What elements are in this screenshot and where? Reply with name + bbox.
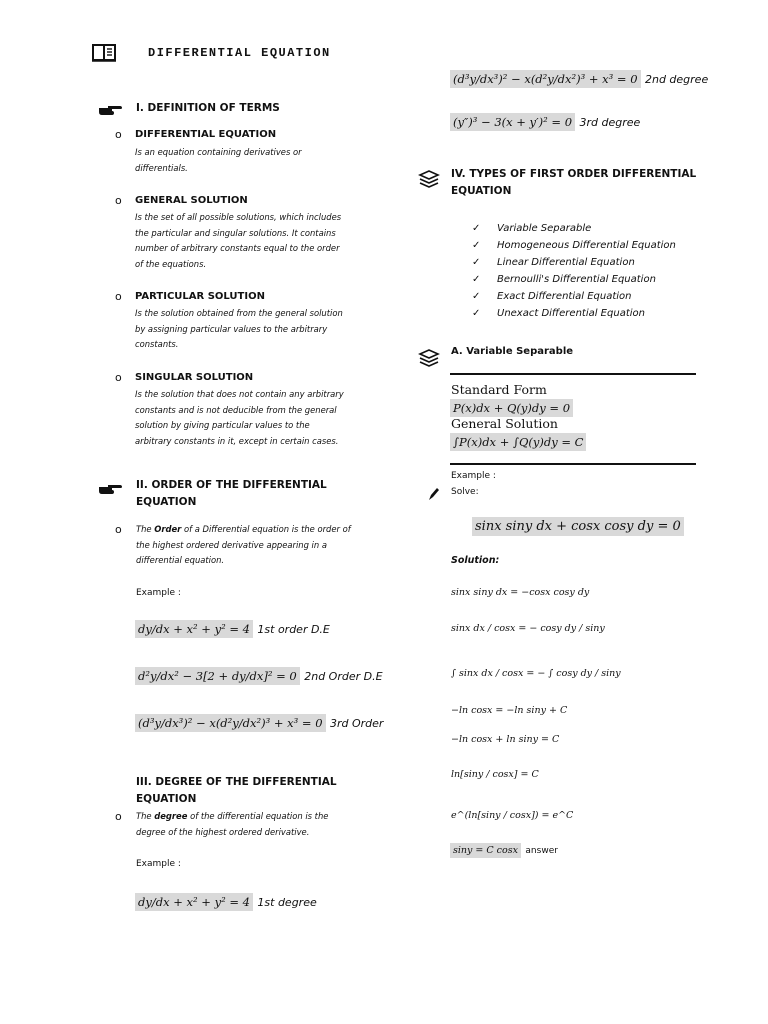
divider <box>450 463 696 465</box>
term-title: GENERAL SOLUTION <box>135 195 248 206</box>
degree-example-1 <box>135 893 317 911</box>
equation: (d³y/dx³)² − x(d²y/dx²)³ + x³ = 0 <box>450 70 641 88</box>
standard-form-label: Standard Form <box>451 382 547 397</box>
section-4-heading: IV. TYPES OF FIRST ORDER DIFFERENTIAL EQUATION <box>451 168 697 197</box>
degree-description: The degree of the differential equation is the degree of the highest ordered derivative. <box>136 811 329 837</box>
answer-equation: siny = C cosx <box>450 843 521 858</box>
order-example-1 <box>135 620 330 638</box>
bullet: o <box>115 523 122 536</box>
equation-label: 3rd Order <box>329 717 384 730</box>
problem-equation: sinx siny dx + cosx cosy dy = 0 <box>472 517 684 535</box>
equation: (y″)³ − 3(x + y′)² = 0 <box>450 113 575 131</box>
stacked-books-icon <box>418 168 440 195</box>
degree-example-3 <box>450 113 640 131</box>
types-list <box>472 220 676 322</box>
divider <box>450 373 696 375</box>
list-item: ✓ Homogeneous Differential Equation <box>472 240 676 251</box>
order-example-2 <box>135 667 383 685</box>
bullet: o <box>115 128 122 141</box>
term-description: Is the solution that does not contain any arbitrary constants and is not deducible from the general solution by giving particular values to the arbitrary constants in it, except in certain cases. <box>135 389 344 446</box>
general-solution-label: General Solution <box>451 416 558 431</box>
list-item: ✓ Exact Differential Equation <box>472 291 632 302</box>
bullet: o <box>115 290 122 303</box>
solution-step: ∫ sinx dx / cosx = − ∫ cosy dy / siny <box>451 668 621 679</box>
example-label: Example : <box>136 859 181 869</box>
equation-label: 1st degree <box>257 896 317 909</box>
term-description: Is an equation containing derivatives or differentials. <box>135 147 302 173</box>
term-title: PARTICULAR SOLUTION <box>135 291 265 302</box>
answer-label: answer <box>525 846 558 856</box>
degree-example-2 <box>450 70 708 88</box>
term-title: DIFFERENTIAL EQUATION <box>135 129 277 140</box>
section-a-heading: A. Variable Separable <box>451 346 574 357</box>
pencil-icon <box>428 487 440 506</box>
document-title: DIFFERENTIAL EQUATION <box>148 46 331 60</box>
solution-step: −ln cosx + ln siny = C <box>451 734 560 745</box>
solution-step: sinx siny dx = −cosx cosy dy <box>451 587 590 598</box>
term-title: SINGULAR SOLUTION <box>135 372 254 383</box>
bullet: o <box>115 194 122 207</box>
answer-line <box>450 840 558 858</box>
example-label: Example : <box>451 471 496 481</box>
equation-label: 1st order D.E <box>257 623 330 636</box>
standard-form-equation: P(x)dx + Q(y)dy = 0 <box>450 399 573 417</box>
equation: dy/dx + x² + y² = 4 <box>135 620 253 638</box>
bullet: o <box>115 810 122 823</box>
solve-label: Solve: <box>451 487 479 497</box>
order-example-3 <box>135 714 383 732</box>
general-solution-equation: ∫P(x)dx + ∫Q(y)dy = C <box>450 433 586 451</box>
pointing-hand-icon <box>98 103 122 122</box>
section-1-heading: I. DEFINITION OF TERMS <box>136 102 280 114</box>
solution-step: e^(ln[siny / cosx]) = e^C <box>451 810 574 821</box>
stacked-books-icon <box>418 347 440 374</box>
bullet: o <box>115 371 122 384</box>
order-description: The Order of a Differential equation is the order of the highest ordered derivative appearing in a differential equation. <box>136 524 351 565</box>
list-item: ✓ Unexact Differential Equation <box>472 308 645 319</box>
solution-step: −ln cosx = −ln siny + C <box>451 705 568 716</box>
equation-label: 2nd Order D.E <box>304 670 383 683</box>
equation: (d³y/dx³)² − x(d²y/dx²)³ + x³ = 0 <box>135 714 326 732</box>
pointing-hand-icon <box>98 482 122 501</box>
equation-label: 2nd degree <box>644 73 709 86</box>
list-item: ✓ Linear Differential Equation <box>472 257 635 268</box>
book-icon <box>92 44 116 67</box>
equation: dy/dx + x² + y² = 4 <box>135 893 253 911</box>
list-item: ✓ Bernoulli's Differential Equation <box>472 274 656 285</box>
section-2-heading: II. ORDER OF THE DIFFERENTIAL EQUATION <box>136 479 327 508</box>
equation: d²y/dx² − 3[2 + dy/dx]² = 0 <box>135 667 300 685</box>
list-item: ✓ Variable Separable <box>472 223 592 234</box>
term-description: Is the set of all possible solutions, which includes the particular and singular solutions. It contains number of arbitrary constants equal to the order of the equations. <box>135 212 342 269</box>
example-label: Example : <box>136 588 181 598</box>
solution-step: ln[siny / cosx] = C <box>451 769 539 780</box>
equation-label: 3rd degree <box>579 116 641 129</box>
solution-step: sinx dx / cosx = − cosy dy / siny <box>451 623 605 634</box>
section-3-heading: III. DEGREE OF THE DIFFERENTIAL EQUATION <box>136 776 337 805</box>
solution-label: Solution: <box>451 555 500 566</box>
term-description: Is the solution obtained from the general solution by assigning particular values to the arbitrary constants. <box>135 308 343 349</box>
